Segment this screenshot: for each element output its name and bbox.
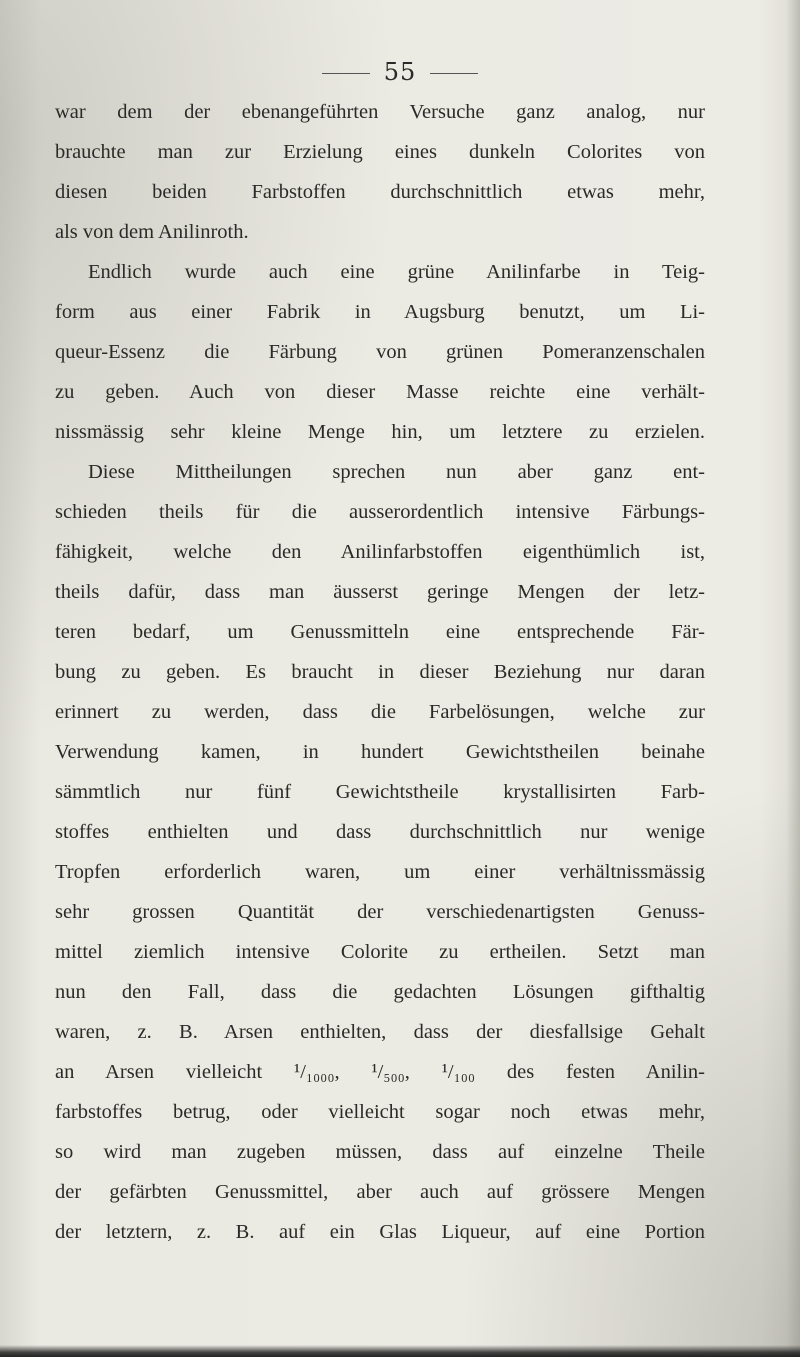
- text-line: der letztern, z. B. auf ein Glas Liqueur, auf eine Portion: [55, 1221, 705, 1243]
- page-edge-shadow: [786, 0, 800, 1357]
- text-line: stoffes enthielten und dass durchschnittlich nur wenige: [55, 821, 705, 843]
- text-line: zu geben. Auch von dieser Masse reichte eine verhält-: [55, 381, 705, 403]
- text-line: teren bedarf, um Genussmitteln eine entsprechende Fär-: [55, 621, 705, 643]
- text-line: brauchte man zur Erzielung eines dunkeln Colorites von: [55, 141, 705, 163]
- text-line: sehr grossen Quantität der verschiedenartigsten Genuss-: [55, 901, 705, 923]
- text-line: an Arsen vielleicht ¹/₁₀₀₀, ¹/₅₀₀, ¹/₁₀₀ des festen Anilin-: [55, 1061, 705, 1083]
- text-line: Verwendung kamen, in hundert Gewichtstheilen beinahe: [55, 741, 705, 763]
- text-line: schieden theils für die ausserordentlich intensive Färbungs-: [55, 501, 705, 523]
- text-line: form aus einer Fabrik in Augsburg benutzt, um Li-: [55, 301, 705, 323]
- page-number: 55: [383, 58, 417, 86]
- text-line: diesen beiden Farbstoffen durchschnittlich etwas mehr,: [55, 181, 705, 203]
- text-line: war dem der ebenangeführten Versuche ganz analog, nur: [55, 101, 705, 123]
- text-line: fähigkeit, welche den Anilinfarbstoffen eigenthümlich ist,: [55, 541, 705, 563]
- page-header: [0, 58, 800, 86]
- text-line: der gefärbten Genussmittel, aber auch auf grössere Mengen: [55, 1181, 705, 1203]
- text-line: queur-Essenz die Färbung von grünen Pomeranzenschalen: [55, 341, 705, 363]
- text-line: mittel ziemlich intensive Colorite zu ertheilen. Setzt man: [55, 941, 705, 963]
- scan-bottom-edge: [0, 1345, 800, 1357]
- text-line: nun den Fall, dass die gedachten Lösungen gifthaltig: [55, 981, 705, 1003]
- text-line: bung zu geben. Es braucht in dieser Beziehung nur daran: [55, 661, 705, 683]
- text-line: waren, z. B. Arsen enthielten, dass der diesfallsige Gehalt: [55, 1021, 705, 1043]
- text-line: farbstoffes betrug, oder vielleicht sogar noch etwas mehr,: [55, 1101, 705, 1123]
- text-line: nissmässig sehr kleine Menge hin, um letztere zu erzielen.: [55, 421, 705, 443]
- header-dash-left: [322, 73, 370, 74]
- header-dash-right: [430, 73, 478, 74]
- text-line: theils dafür, dass man äusserst geringe Mengen der letz-: [55, 581, 705, 603]
- text-line: sämmtlich nur fünf Gewichtstheile krystallisirten Farb-: [55, 781, 705, 803]
- text-line: Diese Mittheilungen sprechen nun aber ganz ent-: [88, 461, 705, 483]
- text-line: Tropfen erforderlich waren, um einer verhältnissmässig: [55, 861, 705, 883]
- text-line: so wird man zugeben müssen, dass auf einzelne Theile: [55, 1141, 705, 1163]
- body-text: [55, 92, 705, 1252]
- text-line: Endlich wurde auch eine grüne Anilinfarbe in Teig-: [88, 261, 705, 283]
- text-line: als von dem Anilinroth.: [55, 221, 249, 243]
- text-line: erinnert zu werden, dass die Farbelösungen, welche zur: [55, 701, 705, 723]
